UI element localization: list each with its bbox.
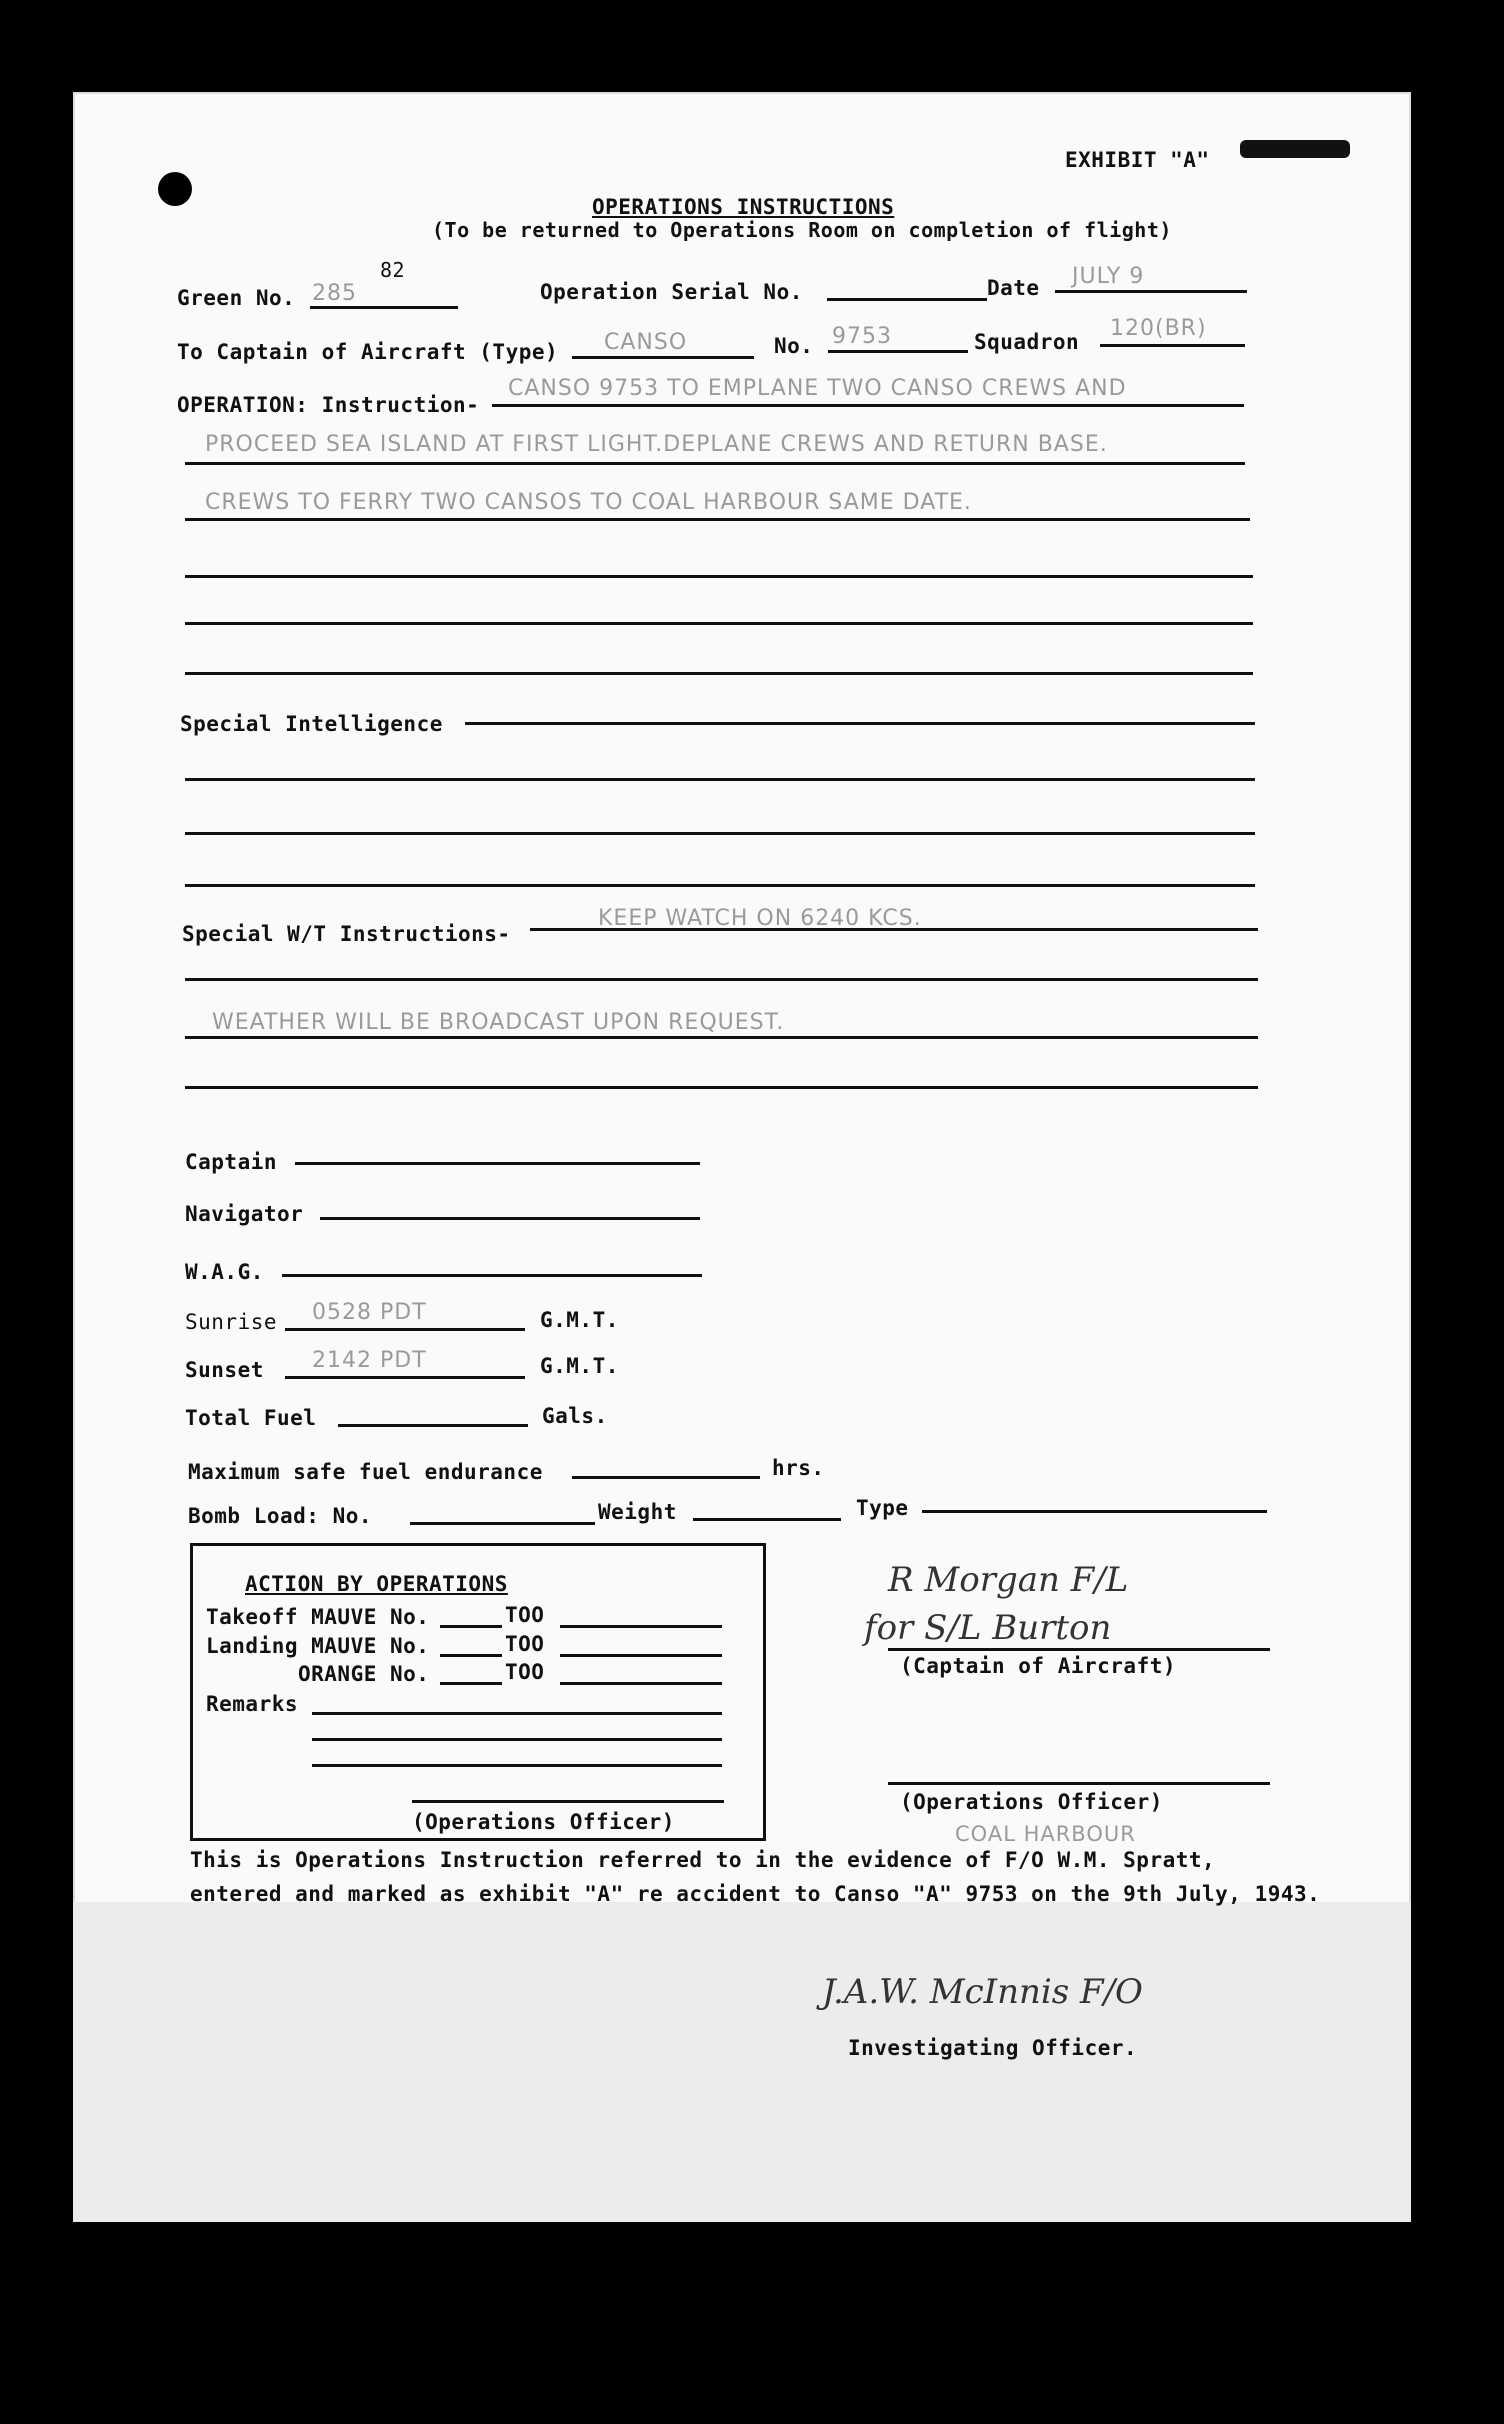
date-value: JULY 9 — [1072, 264, 1145, 289]
ops-officer-caption-box: (Operations Officer) — [412, 1810, 675, 1834]
sunrise-gmt: G.M.T. — [540, 1308, 619, 1332]
remarks-rule-2 — [312, 1738, 722, 1741]
wag-label: W.A.G. — [185, 1260, 264, 1284]
orange-no-line — [440, 1682, 502, 1685]
orange-too: TOO — [505, 1660, 545, 1684]
aircraft-no-label: No. — [774, 334, 814, 358]
landing-no-line — [440, 1654, 502, 1657]
ops-officer-signature-line — [888, 1782, 1270, 1785]
form-title: OPERATIONS INSTRUCTIONS — [592, 195, 895, 219]
wt-instructions-label: Special W/T Instructions- — [182, 922, 511, 946]
hrs-label: hrs. — [772, 1456, 825, 1480]
coal-harbour-stamp: COAL HARBOUR — [955, 1822, 1136, 1846]
wt-line-1: KEEP WATCH ON 6240 KCS. — [598, 906, 922, 931]
form-subtitle: (To be returned to Operations Room on completion of flight) — [432, 218, 1172, 242]
operation-rule-5 — [185, 622, 1253, 625]
intelligence-rule-2 — [185, 778, 1255, 781]
bomb-load-label: Bomb Load: No. — [188, 1504, 373, 1528]
takeoff-too-line — [560, 1625, 722, 1628]
orange-too-line — [560, 1682, 722, 1685]
bomb-no-line — [410, 1522, 595, 1525]
bomb-type-line — [922, 1510, 1267, 1513]
redaction-mark — [1240, 140, 1350, 158]
operation-rule-4 — [185, 575, 1253, 578]
remarks-rule-3 — [312, 1764, 722, 1767]
wt-rule-1 — [530, 928, 1258, 931]
sunrise-value: 0528 PDT — [312, 1300, 427, 1325]
landing-label: Landing MAUVE No. — [206, 1634, 430, 1658]
endurance-label: Maximum safe fuel endurance — [188, 1460, 543, 1484]
bomb-weight-label: Weight — [598, 1500, 677, 1524]
captain-of-aircraft-caption: (Captain of Aircraft) — [900, 1654, 1177, 1678]
operation-rule-3 — [185, 518, 1250, 521]
operation-rule-6 — [185, 672, 1253, 675]
aircraft-no-value: 9753 — [832, 324, 892, 349]
captain-label: Captain — [185, 1150, 278, 1174]
ops-officer-caption: (Operations Officer) — [900, 1790, 1163, 1814]
punch-hole — [158, 172, 192, 206]
wag-line — [282, 1274, 702, 1277]
exhibit-label: EXHIBIT "A" — [1065, 148, 1210, 172]
takeoff-no-line — [440, 1625, 502, 1628]
operation-line-3: CREWS TO FERRY TWO CANSOS TO COAL HARBOUR SAME DATE. — [205, 490, 972, 515]
operation-line-1: CANSO 9753 TO EMPLANE TWO CANSO CREWS AND — [508, 376, 1127, 401]
operation-rule-2 — [185, 462, 1245, 465]
aircraft-no-line — [828, 350, 968, 353]
intelligence-rule-3 — [185, 832, 1255, 835]
sunset-line — [285, 1376, 525, 1379]
sunset-gmt: G.M.T. — [540, 1354, 619, 1378]
page-lower-band — [73, 1902, 1411, 2222]
ops-officer-line-box — [412, 1800, 724, 1803]
aircraft-type-value: CANSO — [604, 330, 688, 355]
remarks-label: Remarks — [206, 1692, 299, 1716]
operation-rule-1 — [492, 404, 1244, 407]
wt-rule-2 — [185, 978, 1258, 981]
sunset-label: Sunset — [185, 1358, 264, 1382]
wt-rule-3 — [185, 1036, 1258, 1039]
green-no-label: Green No. — [177, 286, 296, 310]
sunset-value: 2142 PDT — [312, 1348, 427, 1373]
landing-too-line — [560, 1654, 722, 1657]
date-label: Date — [987, 276, 1040, 300]
squadron-line — [1100, 344, 1245, 347]
takeoff-label: Takeoff MAUVE No. — [206, 1605, 430, 1629]
navigator-line — [320, 1217, 700, 1220]
sunrise-line — [285, 1328, 525, 1331]
green-no-correction: 82 — [380, 258, 406, 282]
total-fuel-label: Total Fuel — [185, 1406, 317, 1430]
landing-too: TOO — [505, 1632, 545, 1656]
navigator-label: Navigator — [185, 1202, 304, 1226]
squadron-label: Squadron — [974, 330, 1080, 354]
captain-signature-line-1: R Morgan F/L — [888, 1560, 1129, 1600]
gals-label: Gals. — [542, 1404, 608, 1428]
remarks-rule-1 — [312, 1712, 722, 1715]
squadron-value: 120(BR) — [1110, 316, 1207, 341]
wt-rule-4 — [185, 1086, 1258, 1089]
orange-label: ORANGE No. — [298, 1662, 430, 1686]
takeoff-too: TOO — [505, 1603, 545, 1627]
captain-signature-line — [888, 1648, 1270, 1651]
intelligence-rule-4 — [185, 884, 1255, 887]
action-title: ACTION BY OPERATIONS — [245, 1572, 508, 1596]
green-no-value: 285 — [312, 281, 357, 306]
captain-signature-line-2: for S/L Burton — [864, 1608, 1112, 1648]
intelligence-rule-1 — [465, 722, 1255, 725]
aircraft-type-line — [572, 356, 754, 359]
operation-label: OPERATION: Instruction- — [177, 393, 480, 417]
endurance-line — [572, 1476, 760, 1479]
investigating-officer-caption: Investigating Officer. — [848, 2036, 1138, 2060]
date-line — [1055, 290, 1247, 293]
special-intelligence-label: Special Intelligence — [180, 712, 443, 736]
bomb-weight-line — [693, 1518, 841, 1521]
investigator-signature: J.A.W. McInnis F/O — [822, 1972, 1143, 2012]
operation-line-2: PROCEED SEA ISLAND AT FIRST LIGHT.DEPLANE CREWS AND RETURN BASE. — [205, 432, 1108, 457]
bomb-type-label: Type — [856, 1496, 909, 1520]
sunrise-label: Sunrise — [185, 1310, 278, 1334]
green-no-line — [310, 306, 458, 309]
footer-line-2: entered and marked as exhibit "A" re accident to Canso "A" 9753 on the 9th July, 1943. — [190, 1882, 1321, 1906]
total-fuel-line — [338, 1424, 528, 1427]
serial-no-label: Operation Serial No. — [540, 280, 803, 304]
captain-aircraft-type-label: To Captain of Aircraft (Type) — [177, 340, 559, 364]
serial-no-line — [827, 298, 987, 301]
wt-line-2: WEATHER WILL BE BROADCAST UPON REQUEST. — [212, 1010, 785, 1035]
footer-line-1: This is Operations Instruction referred to in the evidence of F/O W.M. Spratt, — [190, 1848, 1216, 1872]
captain-line — [295, 1162, 700, 1165]
